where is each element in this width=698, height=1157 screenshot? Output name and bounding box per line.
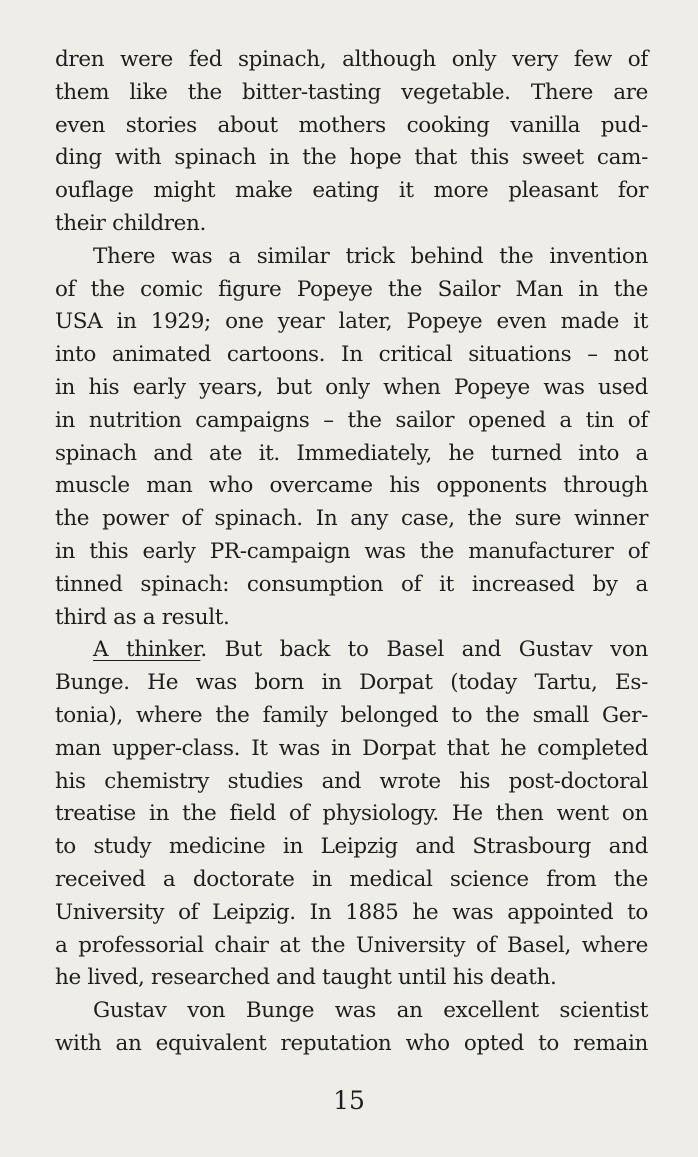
text-line: in his early years, but only when Popeye was used <box>55 374 648 400</box>
text-line: Gustav von Bunge was an excellent scientist <box>93 998 648 1024</box>
text-line: their children. <box>55 210 207 236</box>
text-line: tonia), where the family belonged to the small Ger- <box>55 702 648 728</box>
text-line: the power of spinach. In any case, the sure winner <box>55 506 648 532</box>
text-line: he lived, researched and taught until his death. <box>55 965 557 991</box>
text-line: a professorial chair at the University of Basel, where <box>55 932 648 958</box>
text-line: dren were fed spinach, although only very few of <box>55 47 648 72</box>
text-line: his chemistry studies and wrote his post-doctoral <box>55 768 648 794</box>
text-line: spinach and ate it. Immediately, he turned into a <box>55 440 648 466</box>
text-line: to study medicine in Leipzig and Strasbourg and <box>55 834 648 860</box>
text-line: ouflage might make eating it more pleasant for <box>55 178 648 204</box>
section-heading: A thinker <box>93 637 201 663</box>
text-line: into animated cartoons. In critical situations – not <box>55 342 648 368</box>
text-line: received a doctorate in medical science from the <box>55 866 648 892</box>
text-line: them like the bitter-tasting vegetable. There are <box>55 79 648 105</box>
text-line: even stories about mothers cooking vanilla pud- <box>55 112 648 138</box>
paragraph <box>55 241 648 635</box>
text-line: third as a result. <box>55 604 230 630</box>
text-run: . But back to Basel and Gustav von <box>200 637 648 663</box>
text-line: University of Leipzig. In 1885 he was appointed to <box>55 899 648 925</box>
text-line: tinned spinach: consumption of it increased by a <box>55 571 648 597</box>
text-line <box>55 634 648 667</box>
text-line: in nutrition campaigns – the sailor opened a tin of <box>55 407 648 433</box>
text-line: treatise in the field of physiology. He then went on <box>55 801 648 827</box>
text-line: man upper-class. It was in Dorpat that he completed <box>55 735 648 761</box>
body-text <box>55 44 648 1061</box>
text-line: There was a similar trick behind the invention <box>93 243 648 269</box>
text-line: in this early PR-campaign was the manufacturer of <box>55 538 648 564</box>
text-line: of the comic figure Popeye the Sailor Man in the <box>55 276 648 302</box>
page-number: 15 <box>333 1086 365 1115</box>
paragraph <box>55 995 648 1061</box>
paragraph <box>55 44 648 241</box>
paragraph <box>55 634 648 995</box>
text-line: with an equivalent reputation who opted to remain <box>55 1030 648 1056</box>
text-line: ding with spinach in the hope that this sweet cam- <box>55 145 648 171</box>
text-line: Bunge. He was born in Dorpat (today Tartu, Es- <box>55 670 648 696</box>
text-line: muscle man who overcame his opponents through <box>55 473 648 499</box>
text-line: USA in 1929; one year later, Popeye even made it <box>55 309 648 335</box>
